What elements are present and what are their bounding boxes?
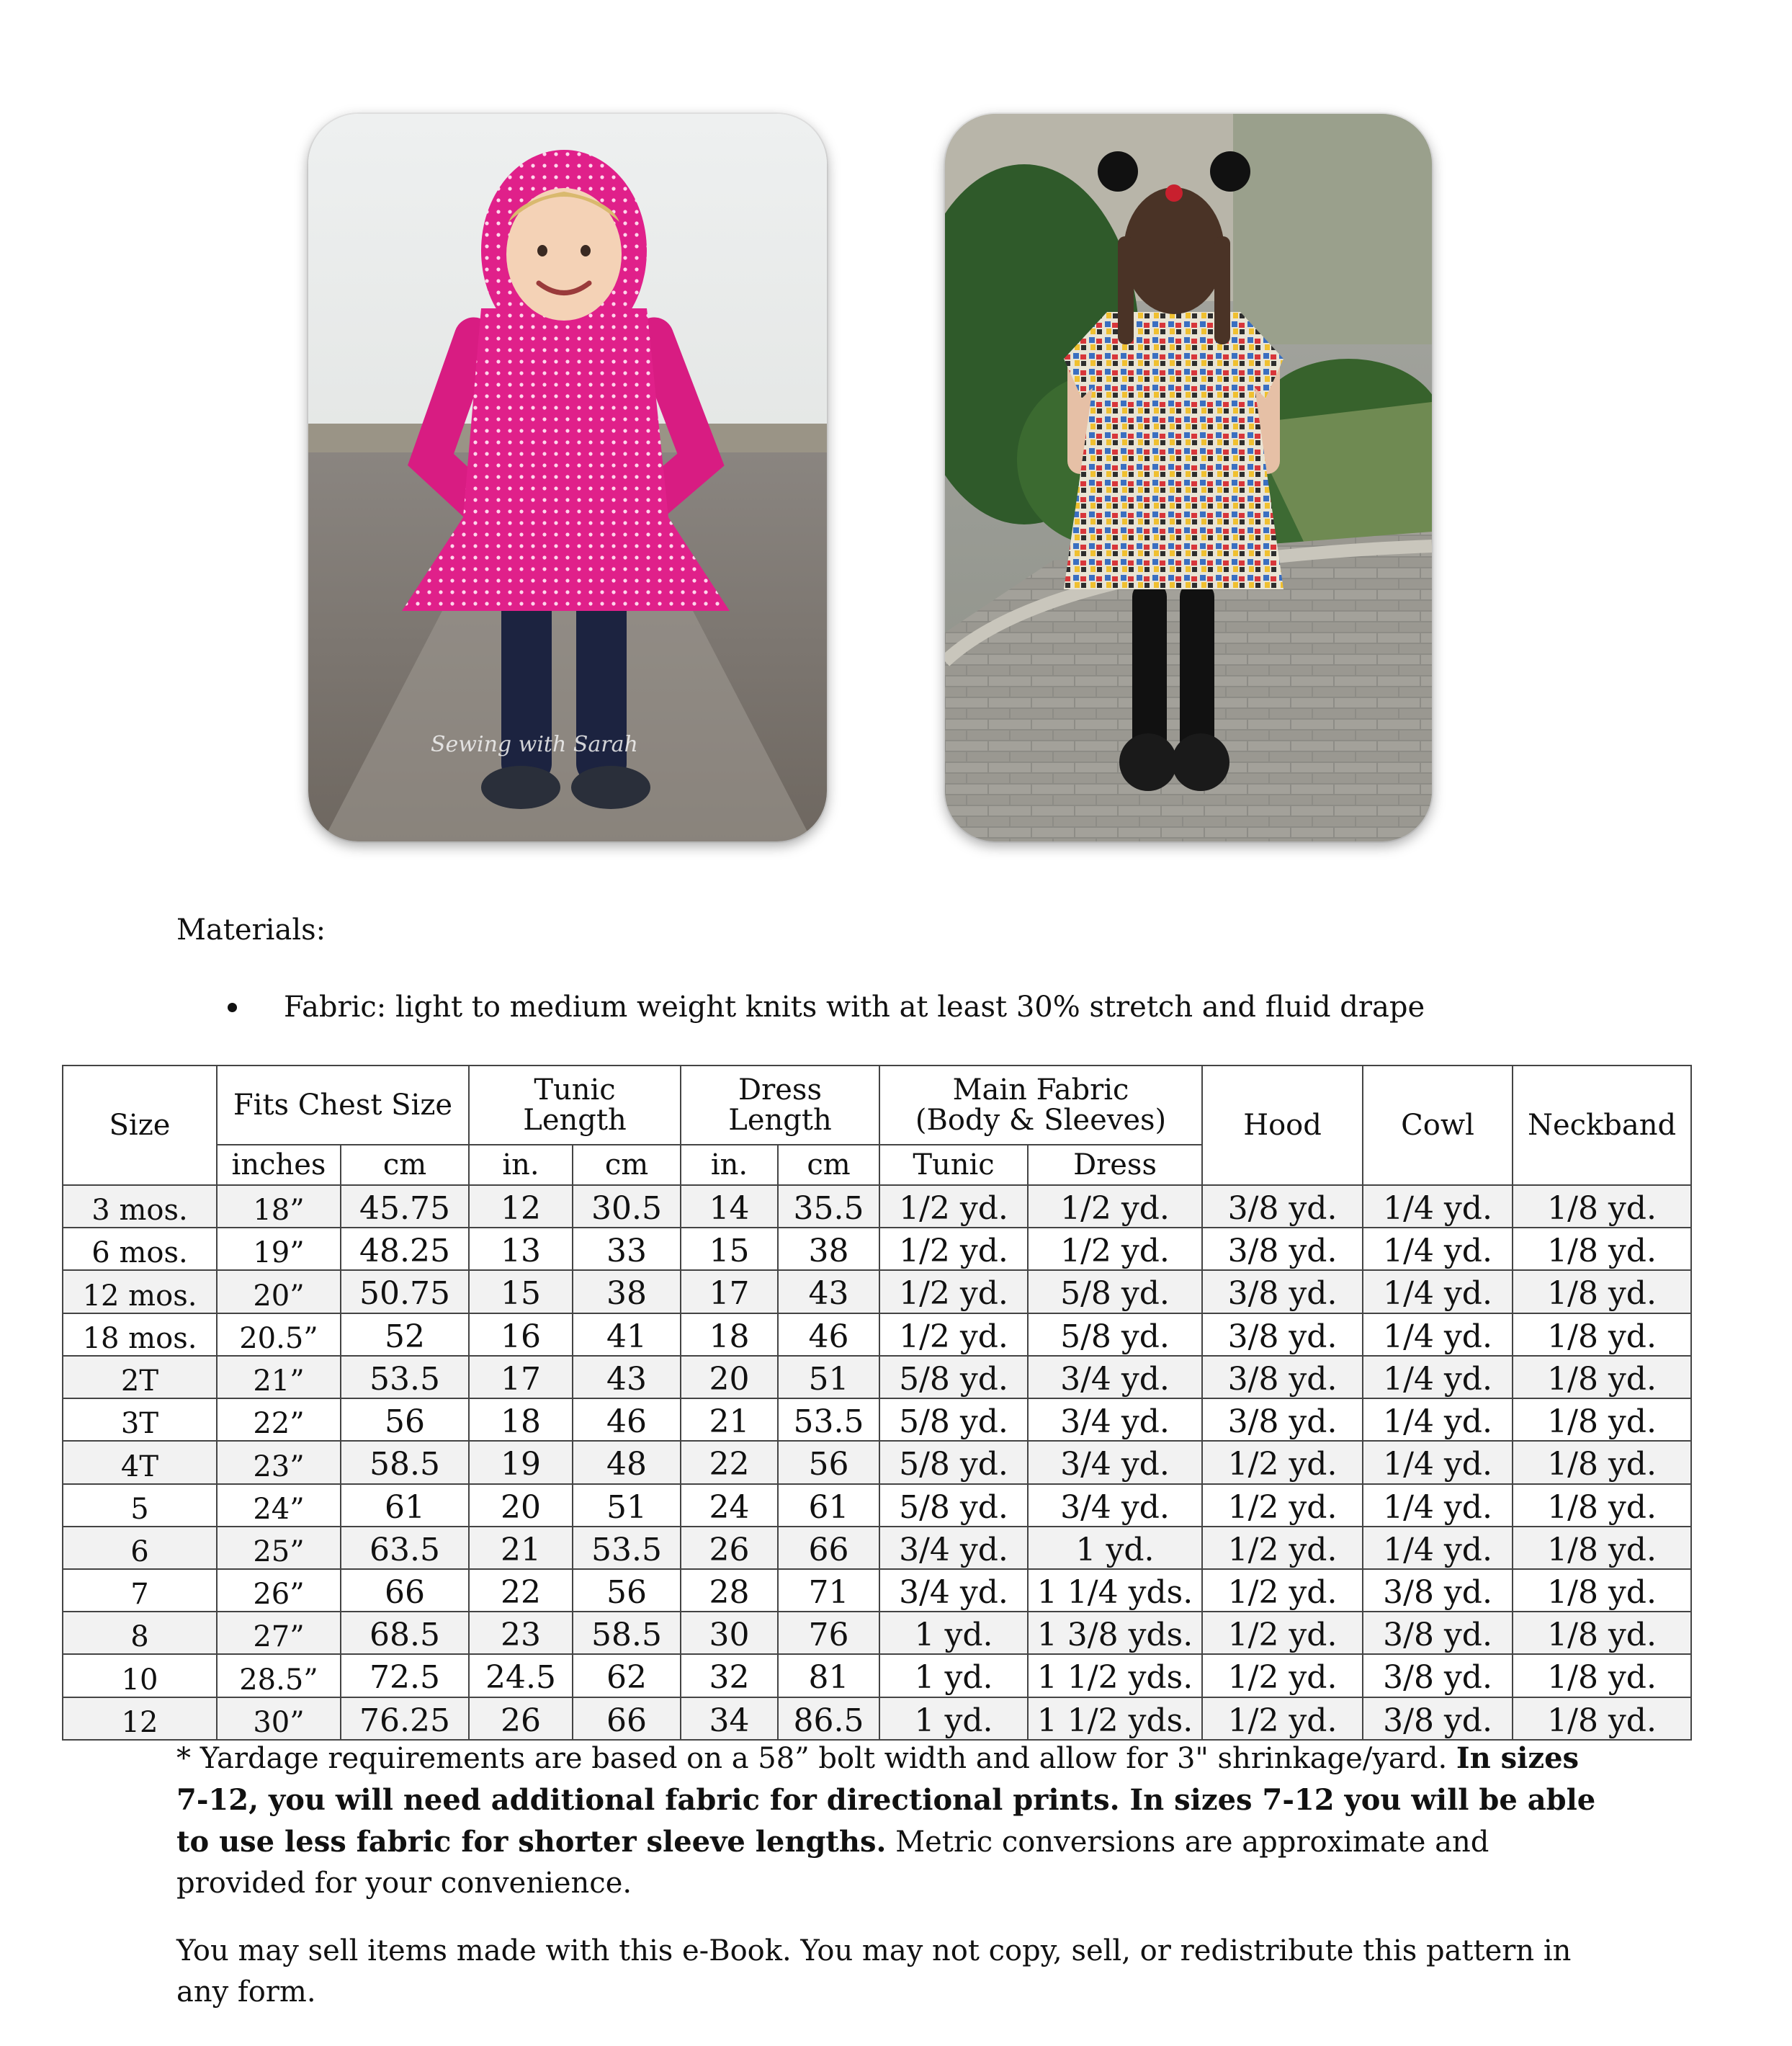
cell-neckband: 1/8 yd. xyxy=(1513,1313,1691,1356)
cell-tunic-cm: 53.5 xyxy=(573,1527,681,1569)
cell-cowl: 3/8 yd. xyxy=(1363,1569,1513,1612)
photo-pink-hooded-tunic xyxy=(308,114,827,841)
cell-cowl: 1/4 yd. xyxy=(1363,1527,1513,1569)
cell-cowl: 1/4 yd. xyxy=(1363,1313,1513,1356)
cell-tunic-in: 23 xyxy=(469,1612,573,1654)
size-chart-body xyxy=(63,1185,1691,1740)
cell-fab-tunic: 1/2 yd. xyxy=(879,1313,1028,1356)
cell-size: 10 xyxy=(63,1654,217,1697)
cell-tunic-cm: 58.5 xyxy=(573,1612,681,1654)
cell-size: 12 mos. xyxy=(63,1270,217,1313)
fabric-bullet-text: Fabric: light to medium weight knits with at least 30% stretch and fluid drape xyxy=(284,991,1425,1024)
cell-fab-dress: 5/8 yd. xyxy=(1028,1270,1202,1313)
cell-size: 6 mos. xyxy=(63,1228,217,1270)
cell-neckband: 1/8 yd. xyxy=(1513,1228,1691,1270)
cell-tunic-in: 18 xyxy=(469,1398,573,1441)
table-row xyxy=(63,1228,1691,1270)
cell-chest-in: 20” xyxy=(217,1270,341,1313)
cell-cowl: 3/8 yd. xyxy=(1363,1697,1513,1740)
cell-fab-dress: 3/4 yd. xyxy=(1028,1356,1202,1398)
cell-hood: 1/2 yd. xyxy=(1202,1612,1363,1654)
subheader-dress-cm: cm xyxy=(778,1145,879,1185)
header-tunic-length xyxy=(469,1066,681,1145)
cell-tunic-in: 22 xyxy=(469,1569,573,1612)
cell-dress-in: 32 xyxy=(681,1654,778,1697)
cell-fab-tunic: 1 yd. xyxy=(879,1654,1028,1697)
cell-chest-cm: 76.25 xyxy=(341,1697,469,1740)
cell-dress-cm: 71 xyxy=(778,1569,879,1612)
cell-dress-cm: 38 xyxy=(778,1228,879,1270)
cell-fab-dress: 1 3/8 yds. xyxy=(1028,1612,1202,1654)
subheader-tunic-in: in. xyxy=(469,1145,573,1185)
cell-cowl: 1/4 yd. xyxy=(1363,1185,1513,1228)
cell-tunic-in: 16 xyxy=(469,1313,573,1356)
cell-neckband: 1/8 yd. xyxy=(1513,1356,1691,1398)
cell-tunic-cm: 62 xyxy=(573,1654,681,1697)
cell-chest-in: 28.5” xyxy=(217,1654,341,1697)
cell-fab-dress: 3/4 yd. xyxy=(1028,1398,1202,1441)
table-row xyxy=(63,1270,1691,1313)
header-cowl: Cowl xyxy=(1363,1066,1513,1185)
cell-tunic-cm: 33 xyxy=(573,1228,681,1270)
cell-fab-tunic: 5/8 yd. xyxy=(879,1398,1028,1441)
cell-fab-dress: 1 1/4 yds. xyxy=(1028,1569,1202,1612)
cell-chest-in: 23” xyxy=(217,1441,341,1483)
cell-tunic-in: 24.5 xyxy=(469,1654,573,1697)
cell-dress-in: 22 xyxy=(681,1441,778,1483)
cell-chest-in: 27” xyxy=(217,1612,341,1654)
cell-tunic-in: 17 xyxy=(469,1356,573,1398)
subheader-fabric-dress: Dress xyxy=(1028,1145,1202,1185)
cell-neckband: 1/8 yd. xyxy=(1513,1527,1691,1569)
cell-fab-tunic: 5/8 yd. xyxy=(879,1484,1028,1527)
cell-tunic-cm: 30.5 xyxy=(573,1185,681,1228)
cell-dress-cm: 53.5 xyxy=(778,1398,879,1441)
cell-cowl: 1/4 yd. xyxy=(1363,1270,1513,1313)
cell-size: 4T xyxy=(63,1441,217,1483)
cell-cowl: 3/8 yd. xyxy=(1363,1612,1513,1654)
cell-fab-dress: 1/2 yd. xyxy=(1028,1228,1202,1270)
cell-size: 5 xyxy=(63,1484,217,1527)
cell-neckband: 1/8 yd. xyxy=(1513,1612,1691,1654)
table-row xyxy=(63,1185,1691,1228)
cell-cowl: 1/4 yd. xyxy=(1363,1398,1513,1441)
cell-hood: 1/2 yd. xyxy=(1202,1484,1363,1527)
cell-tunic-cm: 66 xyxy=(573,1697,681,1740)
photo-watermark: Sewing with Sarah xyxy=(431,732,638,757)
cell-fab-tunic: 1/2 yd. xyxy=(879,1270,1028,1313)
cell-fab-tunic: 3/4 yd. xyxy=(879,1569,1028,1612)
yardage-note-bold: In sizes 7-12, you will need additional fabric for directional prints. In sizes 7-12 you will be able to use less fabric for shorter sleeve lengths. xyxy=(176,1741,1596,1859)
subheader-chest-inches: inches xyxy=(217,1145,341,1185)
cell-tunic-cm: 38 xyxy=(573,1270,681,1313)
cell-dress-in: 17 xyxy=(681,1270,778,1313)
cell-hood: 3/8 yd. xyxy=(1202,1185,1363,1228)
cell-neckband: 1/8 yd. xyxy=(1513,1398,1691,1441)
cell-neckband: 1/8 yd. xyxy=(1513,1569,1691,1612)
cell-fab-tunic: 1 yd. xyxy=(879,1697,1028,1740)
cell-fab-dress: 3/4 yd. xyxy=(1028,1484,1202,1527)
cell-tunic-cm: 46 xyxy=(573,1398,681,1441)
cell-size: 3 mos. xyxy=(63,1185,217,1228)
cell-chest-in: 26” xyxy=(217,1569,341,1612)
cell-chest-cm: 66 xyxy=(341,1569,469,1612)
cell-dress-cm: 81 xyxy=(778,1654,879,1697)
cell-cowl: 3/8 yd. xyxy=(1363,1654,1513,1697)
table-row xyxy=(63,1654,1691,1697)
table-row xyxy=(63,1527,1691,1569)
subheader-dress-in: in. xyxy=(681,1145,778,1185)
cell-cowl: 1/4 yd. xyxy=(1363,1441,1513,1483)
yardage-note xyxy=(176,1738,1617,1904)
cell-cowl: 1/4 yd. xyxy=(1363,1228,1513,1270)
photo-printed-tee-dress xyxy=(945,114,1432,841)
cell-chest-in: 24” xyxy=(217,1484,341,1527)
cell-tunic-in: 12 xyxy=(469,1185,573,1228)
cell-fab-tunic: 5/8 yd. xyxy=(879,1441,1028,1483)
cell-chest-in: 25” xyxy=(217,1527,341,1569)
cell-size: 8 xyxy=(63,1612,217,1654)
cell-fab-tunic: 1/2 yd. xyxy=(879,1185,1028,1228)
cell-chest-cm: 63.5 xyxy=(341,1527,469,1569)
header-dress-length-text: Dress Length xyxy=(728,1073,832,1137)
header-main-fabric xyxy=(879,1066,1202,1145)
cell-tunic-in: 20 xyxy=(469,1484,573,1527)
cell-chest-cm: 58.5 xyxy=(341,1441,469,1483)
cell-dress-cm: 86.5 xyxy=(778,1697,879,1740)
cell-dress-in: 21 xyxy=(681,1398,778,1441)
cell-tunic-in: 19 xyxy=(469,1441,573,1483)
header-hood: Hood xyxy=(1202,1066,1363,1185)
cell-dress-in: 20 xyxy=(681,1356,778,1398)
cell-cowl: 1/4 yd. xyxy=(1363,1484,1513,1527)
bullet-icon xyxy=(228,1003,237,1012)
table-row xyxy=(63,1356,1691,1398)
cell-fab-dress: 3/4 yd. xyxy=(1028,1441,1202,1483)
cell-fab-dress: 1 yd. xyxy=(1028,1527,1202,1569)
cell-fab-tunic: 1 yd. xyxy=(879,1612,1028,1654)
header-tunic-length-text: Tunic Length xyxy=(523,1073,627,1137)
cell-dress-cm: 43 xyxy=(778,1270,879,1313)
cell-chest-in: 18” xyxy=(217,1185,341,1228)
table-row xyxy=(63,1398,1691,1441)
photo-printed-tee-dress-image xyxy=(945,114,1432,841)
yardage-note-text-2: Metric conversions are approximate and provided for your convenience. xyxy=(176,1826,1489,1900)
header-dress-length xyxy=(681,1066,879,1145)
cell-dress-in: 26 xyxy=(681,1527,778,1569)
cell-neckband: 1/8 yd. xyxy=(1513,1441,1691,1483)
cell-size: 3T xyxy=(63,1398,217,1441)
yardage-note-text: * Yardage requirements are based on a 58” bolt width and allow for 3" shrinkage/yard. xyxy=(176,1742,1456,1775)
cell-hood: 3/8 yd. xyxy=(1202,1270,1363,1313)
cell-chest-cm: 50.75 xyxy=(341,1270,469,1313)
cell-dress-in: 34 xyxy=(681,1697,778,1740)
cell-neckband: 1/8 yd. xyxy=(1513,1654,1691,1697)
cell-dress-in: 24 xyxy=(681,1484,778,1527)
cell-fab-tunic: 1/2 yd. xyxy=(879,1228,1028,1270)
cell-chest-cm: 72.5 xyxy=(341,1654,469,1697)
cell-hood: 3/8 yd. xyxy=(1202,1398,1363,1441)
cell-chest-cm: 45.75 xyxy=(341,1185,469,1228)
cell-tunic-in: 13 xyxy=(469,1228,573,1270)
cell-dress-cm: 61 xyxy=(778,1484,879,1527)
cell-chest-cm: 56 xyxy=(341,1398,469,1441)
cell-fab-dress: 1 1/2 yds. xyxy=(1028,1697,1202,1740)
cell-chest-in: 30” xyxy=(217,1697,341,1740)
cell-size: 12 xyxy=(63,1697,217,1740)
cell-dress-in: 18 xyxy=(681,1313,778,1356)
cell-chest-cm: 68.5 xyxy=(341,1612,469,1654)
cell-chest-cm: 53.5 xyxy=(341,1356,469,1398)
cell-fab-tunic: 3/4 yd. xyxy=(879,1527,1028,1569)
subheader-tunic-cm: cm xyxy=(573,1145,681,1185)
cell-chest-cm: 48.25 xyxy=(341,1228,469,1270)
cell-dress-cm: 76 xyxy=(778,1612,879,1654)
cell-neckband: 1/8 yd. xyxy=(1513,1185,1691,1228)
table-row xyxy=(63,1484,1691,1527)
cell-hood: 3/8 yd. xyxy=(1202,1313,1363,1356)
cell-fab-dress: 1 1/2 yds. xyxy=(1028,1654,1202,1697)
cell-tunic-in: 26 xyxy=(469,1697,573,1740)
cell-size: 6 xyxy=(63,1527,217,1569)
table-row xyxy=(63,1569,1691,1612)
cell-chest-in: 21” xyxy=(217,1356,341,1398)
size-chart-table xyxy=(62,1065,1692,1741)
cell-tunic-cm: 43 xyxy=(573,1356,681,1398)
cell-dress-in: 14 xyxy=(681,1185,778,1228)
cell-hood: 1/2 yd. xyxy=(1202,1527,1363,1569)
cell-tunic-in: 21 xyxy=(469,1527,573,1569)
cell-dress-in: 30 xyxy=(681,1612,778,1654)
cell-hood: 1/2 yd. xyxy=(1202,1654,1363,1697)
cell-hood: 1/2 yd. xyxy=(1202,1697,1363,1740)
cell-hood: 1/2 yd. xyxy=(1202,1569,1363,1612)
cell-tunic-cm: 56 xyxy=(573,1569,681,1612)
header-main-fabric-line2: (Body & Sleeves) xyxy=(915,1104,1167,1137)
cell-tunic-in: 15 xyxy=(469,1270,573,1313)
cell-dress-cm: 46 xyxy=(778,1313,879,1356)
cell-neckband: 1/8 yd. xyxy=(1513,1270,1691,1313)
cell-dress-cm: 56 xyxy=(778,1441,879,1483)
cell-tunic-cm: 51 xyxy=(573,1484,681,1527)
cell-chest-in: 20.5” xyxy=(217,1313,341,1356)
cell-fab-dress: 5/8 yd. xyxy=(1028,1313,1202,1356)
header-size: Size xyxy=(63,1066,217,1185)
cell-fab-tunic: 5/8 yd. xyxy=(879,1356,1028,1398)
subheader-fabric-tunic: Tunic xyxy=(879,1145,1028,1185)
cell-hood: 3/8 yd. xyxy=(1202,1356,1363,1398)
cell-chest-in: 22” xyxy=(217,1398,341,1441)
table-row xyxy=(63,1612,1691,1654)
cell-chest-cm: 52 xyxy=(341,1313,469,1356)
cell-dress-in: 15 xyxy=(681,1228,778,1270)
table-row xyxy=(63,1697,1691,1740)
cell-neckband: 1/8 yd. xyxy=(1513,1697,1691,1740)
materials-heading: Materials: xyxy=(176,913,326,947)
table-row xyxy=(63,1313,1691,1356)
cell-fab-dress: 1/2 yd. xyxy=(1028,1185,1202,1228)
cell-dress-cm: 66 xyxy=(778,1527,879,1569)
cell-size: 7 xyxy=(63,1569,217,1612)
cell-cowl: 1/4 yd. xyxy=(1363,1356,1513,1398)
cell-chest-cm: 61 xyxy=(341,1484,469,1527)
subheader-chest-cm: cm xyxy=(341,1145,469,1185)
header-main-fabric-line1: Main Fabric xyxy=(952,1073,1129,1107)
license-note: You may sell items made with this e-Book. You may not copy, sell, or redistribute this pattern in any form. xyxy=(176,1934,1572,2009)
cell-size: 18 mos. xyxy=(63,1313,217,1356)
header-neckband: Neckband xyxy=(1513,1066,1691,1185)
table-row xyxy=(63,1441,1691,1483)
cell-chest-in: 19” xyxy=(217,1228,341,1270)
cell-hood: 3/8 yd. xyxy=(1202,1228,1363,1270)
cell-dress-cm: 51 xyxy=(778,1356,879,1398)
cell-tunic-cm: 48 xyxy=(573,1441,681,1483)
cell-hood: 1/2 yd. xyxy=(1202,1441,1363,1483)
cell-dress-in: 28 xyxy=(681,1569,778,1612)
header-chest: Fits Chest Size xyxy=(217,1066,469,1145)
fabric-bullet xyxy=(228,991,1425,1024)
photo-pink-hooded-tunic-image xyxy=(308,114,827,841)
cell-size: 2T xyxy=(63,1356,217,1398)
cell-neckband: 1/8 yd. xyxy=(1513,1484,1691,1527)
cell-dress-cm: 35.5 xyxy=(778,1185,879,1228)
cell-tunic-cm: 41 xyxy=(573,1313,681,1356)
